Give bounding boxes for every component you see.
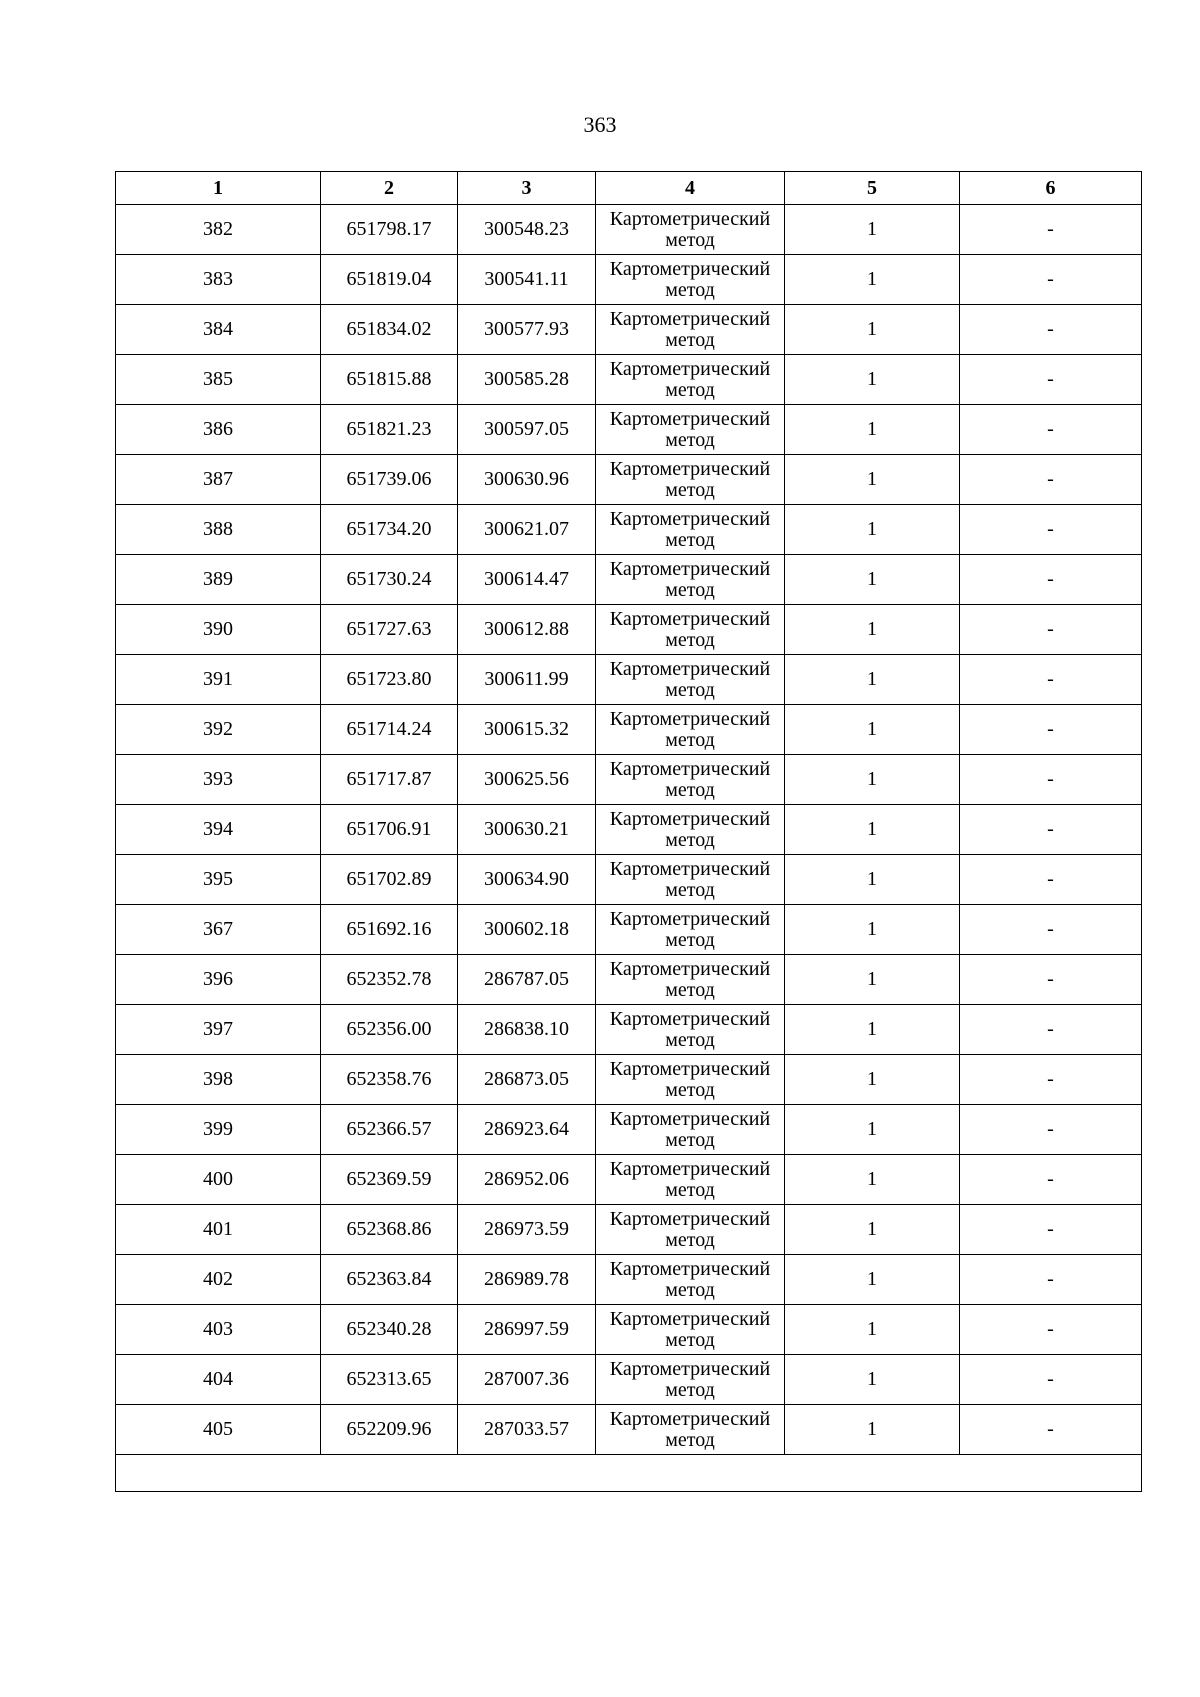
description-cell: -: [960, 855, 1142, 905]
table-row: [116, 905, 1142, 955]
x-coordinate-cell: 652352.78: [321, 955, 458, 1005]
method-cell: Картометрический метод: [596, 1405, 785, 1455]
accuracy-cell: 1: [785, 1305, 960, 1355]
point-number-cell: 367: [116, 905, 321, 955]
column-header-1: 1: [116, 172, 321, 205]
table-row: [116, 805, 1142, 855]
accuracy-cell: 1: [785, 805, 960, 855]
empty-cell: [116, 1455, 1142, 1492]
description-cell: -: [960, 405, 1142, 455]
accuracy-cell: 1: [785, 1005, 960, 1055]
method-cell: Картометрический метод: [596, 1305, 785, 1355]
x-coordinate-cell: 651723.80: [321, 655, 458, 705]
point-number-cell: 395: [116, 855, 321, 905]
accuracy-cell: 1: [785, 1205, 960, 1255]
description-cell: -: [960, 555, 1142, 605]
point-number-cell: 405: [116, 1405, 321, 1455]
y-coordinate-cell: 286989.78: [458, 1255, 596, 1305]
method-cell: Картометрический метод: [596, 855, 785, 905]
description-cell: -: [960, 455, 1142, 505]
point-number-cell: 400: [116, 1155, 321, 1205]
table-row: [116, 855, 1142, 905]
accuracy-cell: 1: [785, 205, 960, 255]
table-row: [116, 1055, 1142, 1105]
x-coordinate-cell: 652340.28: [321, 1305, 458, 1355]
method-cell: Картометрический метод: [596, 355, 785, 405]
method-cell: Картометрический метод: [596, 755, 785, 805]
x-coordinate-cell: 652366.57: [321, 1105, 458, 1155]
x-coordinate-cell: 652209.96: [321, 1405, 458, 1455]
point-number-cell: 404: [116, 1355, 321, 1405]
description-cell: -: [960, 705, 1142, 755]
x-coordinate-cell: 651702.89: [321, 855, 458, 905]
method-cell: Картометрический метод: [596, 1255, 785, 1305]
column-header-4: 4: [596, 172, 785, 205]
point-number-cell: 383: [116, 255, 321, 305]
table-row: [116, 755, 1142, 805]
x-coordinate-cell: 651727.63: [321, 605, 458, 655]
method-cell: Картометрический метод: [596, 405, 785, 455]
description-cell: -: [960, 1355, 1142, 1405]
description-cell: -: [960, 755, 1142, 805]
accuracy-cell: 1: [785, 655, 960, 705]
page-number: 363: [583, 112, 617, 137]
x-coordinate-cell: 651714.24: [321, 705, 458, 755]
accuracy-cell: 1: [785, 705, 960, 755]
accuracy-cell: 1: [785, 905, 960, 955]
method-cell: Картометрический метод: [596, 305, 785, 355]
method-cell: Картометрический метод: [596, 955, 785, 1005]
method-cell: Картометрический метод: [596, 255, 785, 305]
point-number-cell: 403: [116, 1305, 321, 1355]
x-coordinate-cell: 651798.17: [321, 205, 458, 255]
empty-table-row: [116, 1455, 1142, 1492]
x-coordinate-cell: 651734.20: [321, 505, 458, 555]
table-row: [116, 705, 1142, 755]
x-coordinate-cell: 651730.24: [321, 555, 458, 605]
y-coordinate-cell: 286873.05: [458, 1055, 596, 1105]
point-number-cell: 391: [116, 655, 321, 705]
y-coordinate-cell: 286838.10: [458, 1005, 596, 1055]
column-header-2: 2: [321, 172, 458, 205]
coordinates-table: [115, 171, 1142, 1492]
method-cell: Картометрический метод: [596, 905, 785, 955]
table-row: [116, 1305, 1142, 1355]
method-cell: Картометрический метод: [596, 1355, 785, 1405]
description-cell: -: [960, 1405, 1142, 1455]
x-coordinate-cell: 652358.76: [321, 1055, 458, 1105]
table-row: [116, 355, 1142, 405]
accuracy-cell: 1: [785, 605, 960, 655]
y-coordinate-cell: 300577.93: [458, 305, 596, 355]
description-cell: -: [960, 905, 1142, 955]
point-number-cell: 396: [116, 955, 321, 1005]
point-number-cell: 393: [116, 755, 321, 805]
description-cell: -: [960, 355, 1142, 405]
accuracy-cell: 1: [785, 405, 960, 455]
table-row: [116, 205, 1142, 255]
x-coordinate-cell: 651834.02: [321, 305, 458, 355]
point-number-cell: 390: [116, 605, 321, 655]
x-coordinate-cell: 651717.87: [321, 755, 458, 805]
method-cell: Картометрический метод: [596, 1205, 785, 1255]
point-number-cell: 394: [116, 805, 321, 855]
table-row: [116, 555, 1142, 605]
column-header-3: 3: [458, 172, 596, 205]
accuracy-cell: 1: [785, 1055, 960, 1105]
table-row: [116, 1205, 1142, 1255]
y-coordinate-cell: 286787.05: [458, 955, 596, 1005]
method-cell: Картометрический метод: [596, 1105, 785, 1155]
description-cell: -: [960, 955, 1142, 1005]
point-number-cell: 384: [116, 305, 321, 355]
accuracy-cell: 1: [785, 505, 960, 555]
y-coordinate-cell: 300634.90: [458, 855, 596, 905]
x-coordinate-cell: 651706.91: [321, 805, 458, 855]
table-row: [116, 1405, 1142, 1455]
table-row: [116, 605, 1142, 655]
description-cell: -: [960, 205, 1142, 255]
table-row: [116, 655, 1142, 705]
y-coordinate-cell: 287007.36: [458, 1355, 596, 1405]
x-coordinate-cell: 651692.16: [321, 905, 458, 955]
accuracy-cell: 1: [785, 855, 960, 905]
table-row: [116, 1355, 1142, 1405]
x-coordinate-cell: 652369.59: [321, 1155, 458, 1205]
y-coordinate-cell: 300548.23: [458, 205, 596, 255]
method-cell: Картометрический метод: [596, 505, 785, 555]
y-coordinate-cell: 286923.64: [458, 1105, 596, 1155]
table-row: [116, 305, 1142, 355]
accuracy-cell: 1: [785, 1355, 960, 1405]
y-coordinate-cell: 300630.21: [458, 805, 596, 855]
method-cell: Картометрический метод: [596, 655, 785, 705]
accuracy-cell: 1: [785, 1155, 960, 1205]
table-row: [116, 1255, 1142, 1305]
y-coordinate-cell: 300612.88: [458, 605, 596, 655]
accuracy-cell: 1: [785, 1405, 960, 1455]
description-cell: -: [960, 255, 1142, 305]
point-number-cell: 385: [116, 355, 321, 405]
accuracy-cell: 1: [785, 1105, 960, 1155]
y-coordinate-cell: 286997.59: [458, 1305, 596, 1355]
y-coordinate-cell: 286973.59: [458, 1205, 596, 1255]
table-row: [116, 255, 1142, 305]
y-coordinate-cell: 300541.11: [458, 255, 596, 305]
accuracy-cell: 1: [785, 755, 960, 805]
table-row: [116, 1005, 1142, 1055]
y-coordinate-cell: 300602.18: [458, 905, 596, 955]
method-cell: Картометрический метод: [596, 805, 785, 855]
method-cell: Картометрический метод: [596, 205, 785, 255]
table-body: [116, 205, 1142, 1492]
y-coordinate-cell: 287033.57: [458, 1405, 596, 1455]
description-cell: -: [960, 1305, 1142, 1355]
accuracy-cell: 1: [785, 555, 960, 605]
column-header-6: 6: [960, 172, 1142, 205]
table-header-row: [116, 172, 1142, 205]
description-cell: -: [960, 1055, 1142, 1105]
x-coordinate-cell: 651819.04: [321, 255, 458, 305]
method-cell: Картометрический метод: [596, 705, 785, 755]
y-coordinate-cell: 286952.06: [458, 1155, 596, 1205]
point-number-cell: 398: [116, 1055, 321, 1105]
y-coordinate-cell: 300611.99: [458, 655, 596, 705]
table-row: [116, 505, 1142, 555]
point-number-cell: 382: [116, 205, 321, 255]
x-coordinate-cell: 652363.84: [321, 1255, 458, 1305]
description-cell: -: [960, 605, 1142, 655]
column-header-5: 5: [785, 172, 960, 205]
accuracy-cell: 1: [785, 355, 960, 405]
x-coordinate-cell: 651815.88: [321, 355, 458, 405]
x-coordinate-cell: 652368.86: [321, 1205, 458, 1255]
accuracy-cell: 1: [785, 455, 960, 505]
point-number-cell: 386: [116, 405, 321, 455]
method-cell: Картометрический метод: [596, 1155, 785, 1205]
method-cell: Картометрический метод: [596, 555, 785, 605]
y-coordinate-cell: 300625.56: [458, 755, 596, 805]
description-cell: -: [960, 1155, 1142, 1205]
point-number-cell: 387: [116, 455, 321, 505]
table-row: [116, 455, 1142, 505]
x-coordinate-cell: 651739.06: [321, 455, 458, 505]
y-coordinate-cell: 300630.96: [458, 455, 596, 505]
accuracy-cell: 1: [785, 1255, 960, 1305]
y-coordinate-cell: 300597.05: [458, 405, 596, 455]
point-number-cell: 392: [116, 705, 321, 755]
accuracy-cell: 1: [785, 955, 960, 1005]
y-coordinate-cell: 300585.28: [458, 355, 596, 405]
description-cell: -: [960, 1105, 1142, 1155]
point-number-cell: 397: [116, 1005, 321, 1055]
description-cell: -: [960, 655, 1142, 705]
method-cell: Картометрический метод: [596, 1005, 785, 1055]
point-number-cell: 388: [116, 505, 321, 555]
method-cell: Картометрический метод: [596, 1055, 785, 1105]
description-cell: -: [960, 1255, 1142, 1305]
point-number-cell: 402: [116, 1255, 321, 1305]
description-cell: -: [960, 805, 1142, 855]
y-coordinate-cell: 300621.07: [458, 505, 596, 555]
method-cell: Картометрический метод: [596, 605, 785, 655]
table-row: [116, 405, 1142, 455]
table-row: [116, 955, 1142, 1005]
accuracy-cell: 1: [785, 305, 960, 355]
table-row: [116, 1105, 1142, 1155]
description-cell: -: [960, 1205, 1142, 1255]
y-coordinate-cell: 300615.32: [458, 705, 596, 755]
x-coordinate-cell: 652313.65: [321, 1355, 458, 1405]
method-cell: Картометрический метод: [596, 455, 785, 505]
point-number-cell: 389: [116, 555, 321, 605]
description-cell: -: [960, 1005, 1142, 1055]
point-number-cell: 401: [116, 1205, 321, 1255]
x-coordinate-cell: 652356.00: [321, 1005, 458, 1055]
point-number-cell: 399: [116, 1105, 321, 1155]
accuracy-cell: 1: [785, 255, 960, 305]
x-coordinate-cell: 651821.23: [321, 405, 458, 455]
description-cell: -: [960, 505, 1142, 555]
y-coordinate-cell: 300614.47: [458, 555, 596, 605]
table-row: [116, 1155, 1142, 1205]
description-cell: -: [960, 305, 1142, 355]
